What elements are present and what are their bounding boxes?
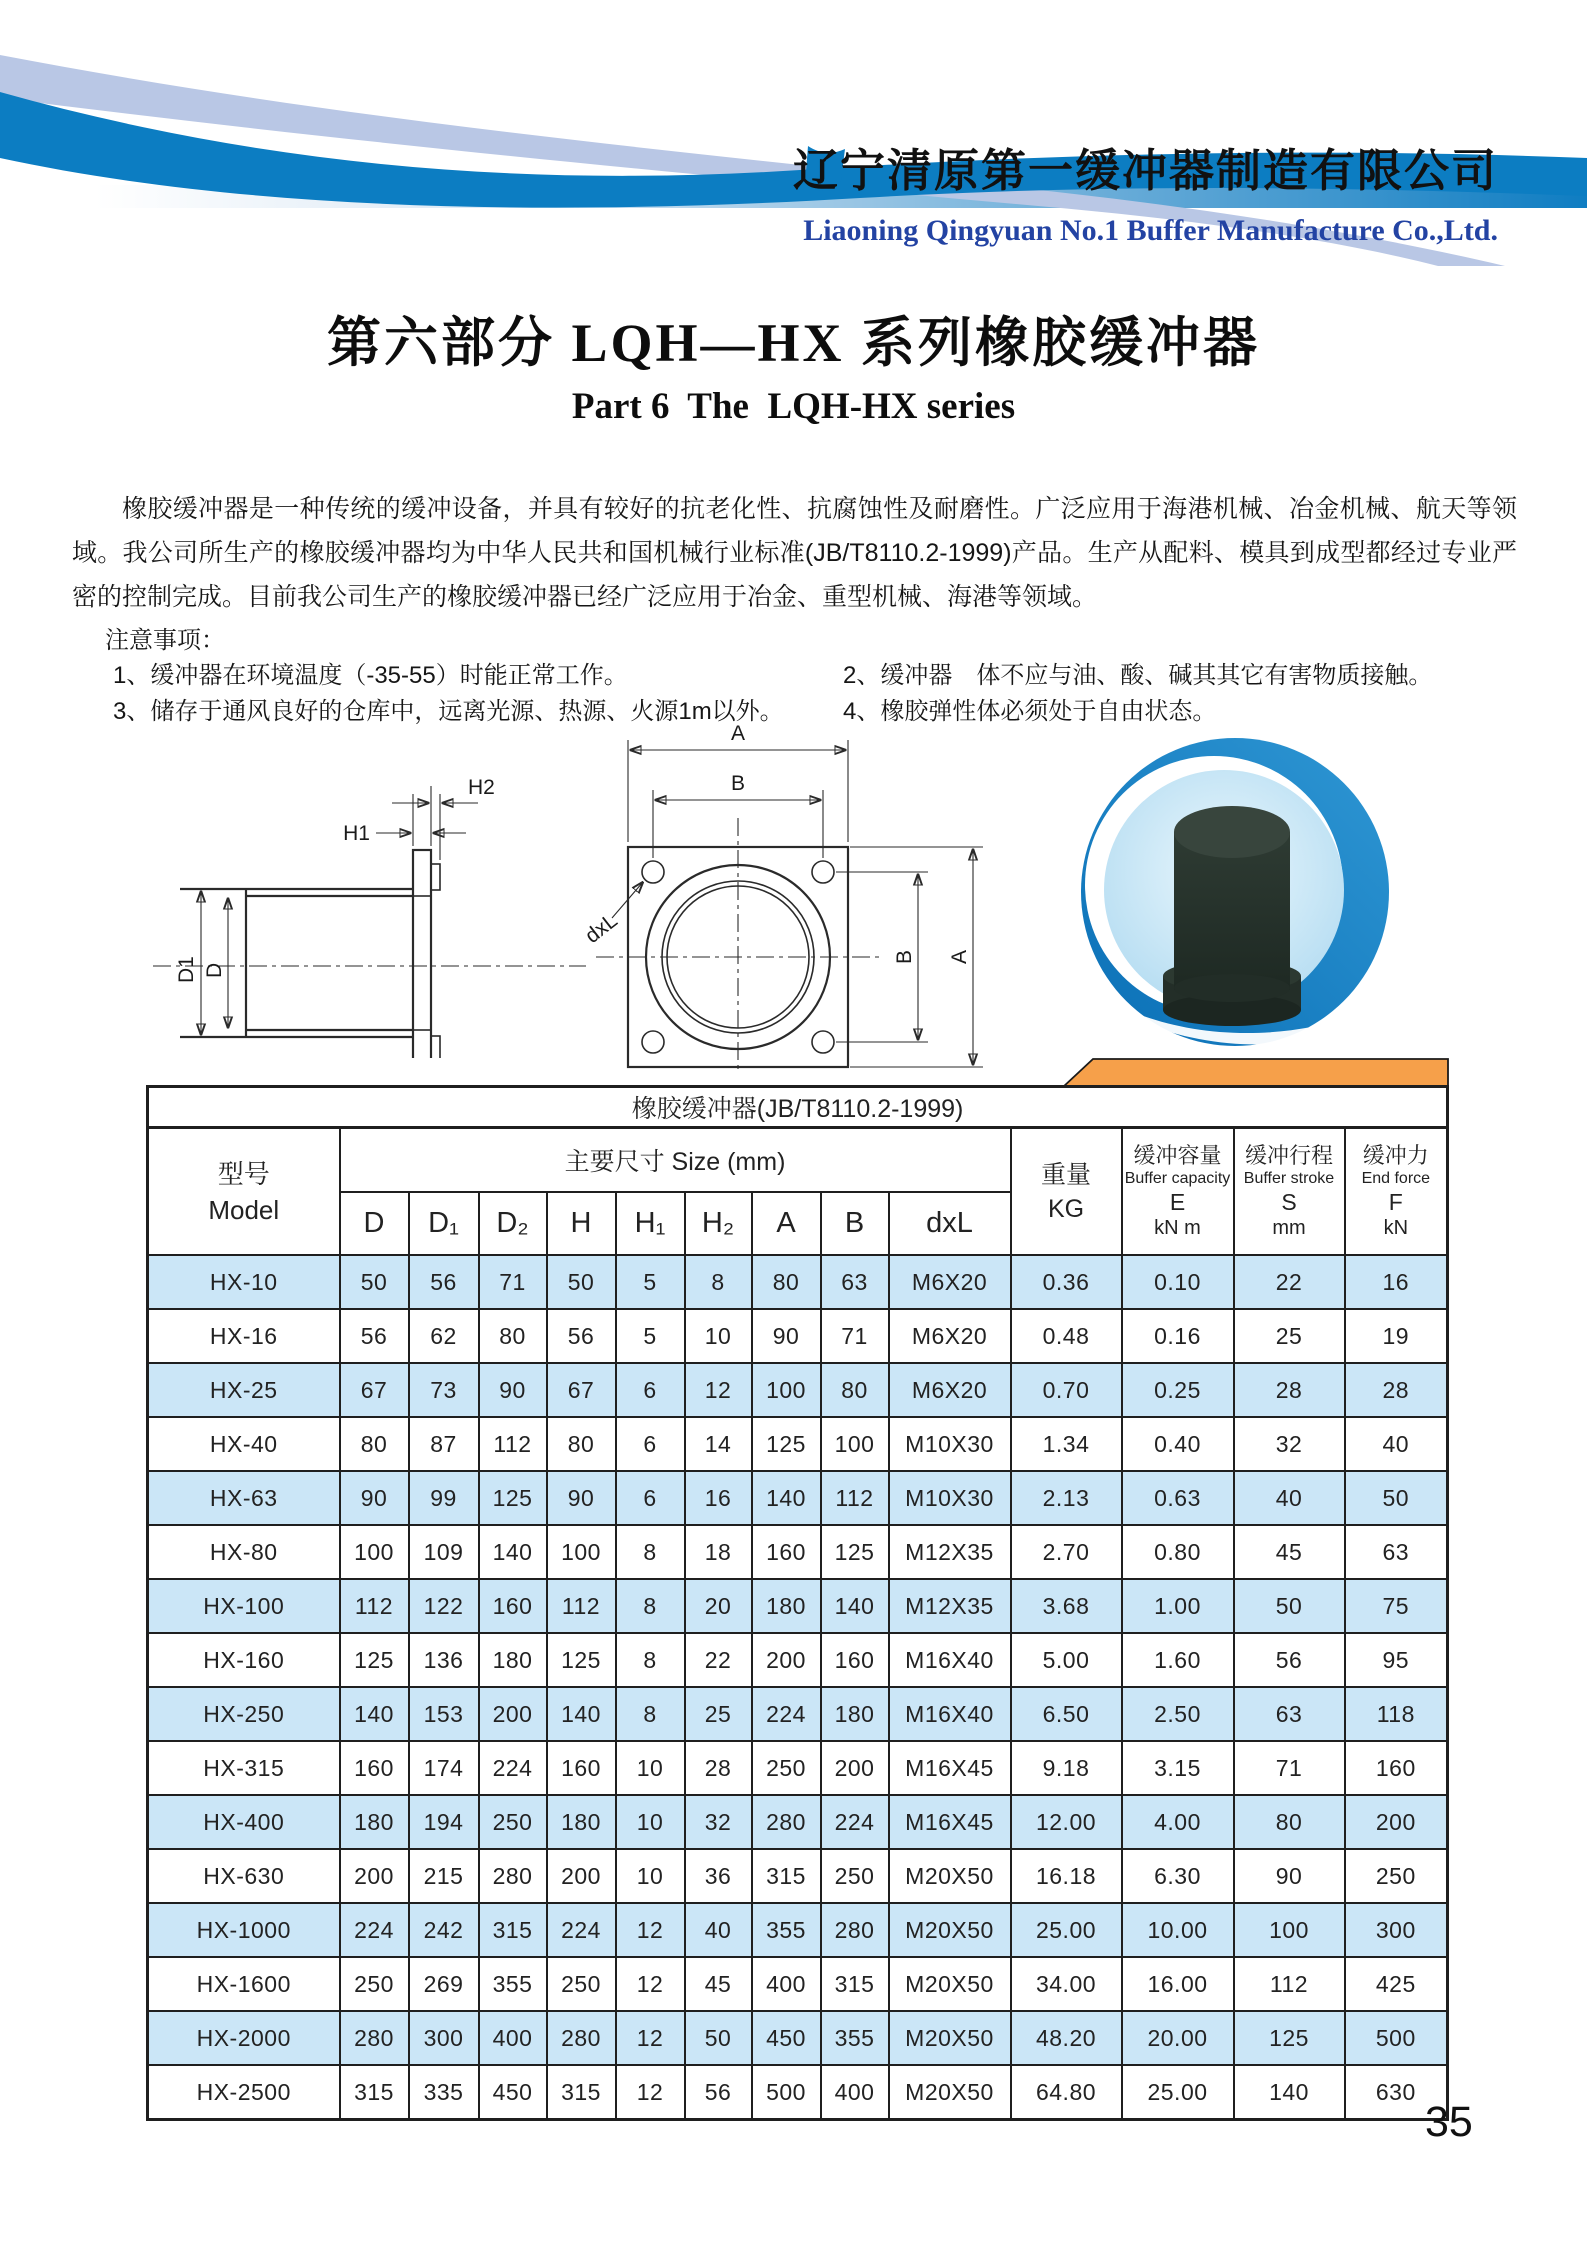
model-cell: HX-80 xyxy=(148,1525,340,1579)
value-cell: 200 xyxy=(1345,1795,1448,1849)
value-cell: 280 xyxy=(547,2011,616,2065)
value-cell: 20.00 xyxy=(1122,2011,1234,2065)
dim-label-b-top: B xyxy=(730,772,746,795)
value-cell: 280 xyxy=(752,1795,821,1849)
value-cell: 25 xyxy=(1234,1309,1345,1363)
dim-label-h1: H1 xyxy=(343,822,370,845)
value-cell: 10 xyxy=(685,1309,752,1363)
value-cell: 335 xyxy=(409,2065,479,2120)
company-name-cn: 辽宁清原第一缓冲器制造有限公司 xyxy=(792,146,1498,196)
value-cell: 16 xyxy=(685,1471,752,1525)
value-cell: M20X50 xyxy=(889,2065,1011,2120)
value-cell: 16 xyxy=(1345,1255,1448,1309)
col-header-model-cn: 型号 xyxy=(217,1158,270,1189)
value-cell: 140 xyxy=(1234,2065,1345,2120)
value-cell: 67 xyxy=(547,1363,616,1417)
model-cell: HX-1000 xyxy=(148,1903,340,1957)
value-cell: 50 xyxy=(1234,1579,1345,1633)
value-cell: 100 xyxy=(340,1525,409,1579)
value-cell: 3.15 xyxy=(1122,1741,1234,1795)
model-cell: HX-2500 xyxy=(148,2065,340,2120)
value-cell: 112 xyxy=(479,1417,547,1471)
table-row xyxy=(148,2011,1448,2065)
figure-side-section-view xyxy=(118,738,598,1058)
value-cell: 71 xyxy=(1234,1741,1345,1795)
value-cell: 194 xyxy=(409,1795,479,1849)
value-cell: 100 xyxy=(547,1525,616,1579)
value-cell: 50 xyxy=(340,1255,409,1309)
value-cell: 0.40 xyxy=(1122,1417,1234,1471)
value-cell: 224 xyxy=(752,1687,821,1741)
value-cell: 315 xyxy=(340,2065,409,2120)
value-cell: 140 xyxy=(821,1579,889,1633)
value-cell: 125 xyxy=(547,1633,616,1687)
value-cell: 71 xyxy=(821,1309,889,1363)
value-cell: 4.00 xyxy=(1122,1795,1234,1849)
value-cell: 12.00 xyxy=(1011,1795,1122,1849)
model-cell: HX-630 xyxy=(148,1849,340,1903)
col-header-B: B xyxy=(821,1192,889,1255)
value-cell: 6.30 xyxy=(1122,1849,1234,1903)
table-row xyxy=(148,1903,1448,1957)
value-cell: 125 xyxy=(752,1417,821,1471)
value-cell: 9.18 xyxy=(1011,1741,1122,1795)
note-item-2: 2、缓冲器 体不应与油、酸、碱其其它有害物质接触。 xyxy=(843,662,1433,689)
value-cell: 224 xyxy=(547,1903,616,1957)
table-row xyxy=(148,1255,1448,1309)
value-cell: 8 xyxy=(616,1687,685,1741)
value-cell: 160 xyxy=(1345,1741,1448,1795)
col-header-A: A xyxy=(752,1192,821,1255)
table-row xyxy=(148,1957,1448,2011)
value-cell: 174 xyxy=(409,1741,479,1795)
value-cell: 80 xyxy=(752,1255,821,1309)
value-cell: 112 xyxy=(547,1579,616,1633)
model-cell: HX-100 xyxy=(148,1579,340,1633)
value-cell: 73 xyxy=(409,1363,479,1417)
value-cell: 224 xyxy=(479,1741,547,1795)
value-cell: M16X40 xyxy=(889,1687,1011,1741)
value-cell: 6 xyxy=(616,1363,685,1417)
value-cell: 250 xyxy=(479,1795,547,1849)
value-cell: 250 xyxy=(1345,1849,1448,1903)
value-cell: 40 xyxy=(1234,1471,1345,1525)
value-cell: 315 xyxy=(547,2065,616,2120)
value-cell: 8 xyxy=(616,1579,685,1633)
value-cell: 224 xyxy=(340,1903,409,1957)
dim-label-a-right: A xyxy=(948,949,971,964)
value-cell: 630 xyxy=(1345,2065,1448,2120)
value-cell: 315 xyxy=(479,1903,547,1957)
value-cell: 56 xyxy=(409,1255,479,1309)
value-cell: 28 xyxy=(1345,1363,1448,1417)
value-cell: 28 xyxy=(1234,1363,1345,1417)
value-cell: 160 xyxy=(340,1741,409,1795)
value-cell: 22 xyxy=(1234,1255,1345,1309)
value-cell: M16X45 xyxy=(889,1795,1011,1849)
value-cell: 153 xyxy=(409,1687,479,1741)
dim-label-d: D xyxy=(203,962,226,978)
value-cell: 6 xyxy=(616,1417,685,1471)
value-cell: 48.20 xyxy=(1011,2011,1122,2065)
value-cell: 90 xyxy=(547,1471,616,1525)
value-cell: 200 xyxy=(547,1849,616,1903)
value-cell: 450 xyxy=(479,2065,547,2120)
value-cell: 63 xyxy=(1345,1525,1448,1579)
model-cell: HX-40 xyxy=(148,1417,340,1471)
table-row xyxy=(148,1741,1448,1795)
model-cell: HX-10 xyxy=(148,1255,340,1309)
table-row xyxy=(148,1633,1448,1687)
value-cell: 12 xyxy=(616,1957,685,2011)
figures-row xyxy=(0,710,1587,1075)
value-cell: 80 xyxy=(547,1417,616,1471)
value-cell: 180 xyxy=(479,1633,547,1687)
col-header-dxL: dxL xyxy=(889,1192,1011,1255)
col-header-H1: H₁ xyxy=(616,1192,685,1255)
dim-label-h2: H2 xyxy=(468,776,495,799)
value-cell: 50 xyxy=(547,1255,616,1309)
value-cell: 45 xyxy=(685,1957,752,2011)
value-cell: M16X40 xyxy=(889,1633,1011,1687)
value-cell: 100 xyxy=(1234,1903,1345,1957)
value-cell: M20X50 xyxy=(889,1849,1011,1903)
value-cell: 1.60 xyxy=(1122,1633,1234,1687)
note-item-4: 4、橡胶弹性体必须处于自由状态。 xyxy=(843,698,1217,725)
value-cell: M20X50 xyxy=(889,1957,1011,2011)
value-cell: 125 xyxy=(1234,2011,1345,2065)
value-cell: 40 xyxy=(685,1903,752,1957)
col-header-weight xyxy=(1011,1128,1122,1256)
col-header-weight-cn: 重量 xyxy=(1040,1160,1091,1189)
table-row xyxy=(148,1525,1448,1579)
value-cell: 160 xyxy=(752,1525,821,1579)
value-cell: 355 xyxy=(752,1903,821,1957)
value-cell: 10.00 xyxy=(1122,1903,1234,1957)
value-cell: 36 xyxy=(685,1849,752,1903)
spec-table xyxy=(146,1085,1449,2121)
model-cell: HX-160 xyxy=(148,1633,340,1687)
model-cell: HX-400 xyxy=(148,1795,340,1849)
col-header-model xyxy=(148,1128,340,1256)
value-cell: 80 xyxy=(1234,1795,1345,1849)
value-cell: 28 xyxy=(685,1741,752,1795)
value-cell: 0.63 xyxy=(1122,1471,1234,1525)
value-cell: 56 xyxy=(340,1309,409,1363)
table-row xyxy=(148,1687,1448,1741)
col-header-weight-unit: KG xyxy=(1047,1194,1085,1223)
value-cell: 10 xyxy=(616,1741,685,1795)
figure-top-view xyxy=(578,712,1048,1072)
value-cell: 25 xyxy=(685,1687,752,1741)
table-corner-ribbon xyxy=(1062,1058,1450,1088)
value-cell: 355 xyxy=(821,2011,889,2065)
dim-label-d1: D1 xyxy=(175,956,198,983)
col-header-D2: D₂ xyxy=(479,1192,547,1255)
value-cell: 112 xyxy=(340,1579,409,1633)
note-item-1: 1、缓冲器在环境温度（-35-55）时能正常工作。 xyxy=(113,662,628,689)
table-row xyxy=(148,1417,1448,1471)
value-cell: 355 xyxy=(479,1957,547,2011)
value-cell: 200 xyxy=(340,1849,409,1903)
value-cell: 250 xyxy=(340,1957,409,2011)
value-cell: 6.50 xyxy=(1011,1687,1122,1741)
value-cell: 100 xyxy=(752,1363,821,1417)
value-cell: 280 xyxy=(340,2011,409,2065)
col-header-capacity: 缓冲容量 Buffer capacity E kN m xyxy=(1122,1128,1234,1256)
value-cell: 1.34 xyxy=(1011,1417,1122,1471)
value-cell: 500 xyxy=(1345,2011,1448,2065)
col-header-size-group: 主要尺寸 Size (mm) xyxy=(340,1128,1011,1193)
value-cell: M10X30 xyxy=(889,1471,1011,1525)
value-cell: 200 xyxy=(752,1633,821,1687)
value-cell: 25.00 xyxy=(1122,2065,1234,2120)
value-cell: 400 xyxy=(479,2011,547,2065)
value-cell: M20X50 xyxy=(889,2011,1011,2065)
value-cell: 34.00 xyxy=(1011,1957,1122,2011)
value-cell: 95 xyxy=(1345,1633,1448,1687)
model-cell: HX-315 xyxy=(148,1741,340,1795)
bolt-hole xyxy=(642,1031,664,1053)
table-caption: 橡胶缓冲器(JB/T8110.2-1999) xyxy=(148,1087,1448,1128)
col-header-model-en: Model xyxy=(208,1194,280,1225)
value-cell: 90 xyxy=(479,1363,547,1417)
value-cell: 0.10 xyxy=(1122,1255,1234,1309)
value-cell: 118 xyxy=(1345,1687,1448,1741)
table-row xyxy=(148,2065,1448,2120)
value-cell: 140 xyxy=(547,1687,616,1741)
value-cell: 16.00 xyxy=(1122,1957,1234,2011)
intro-paragraph: 橡胶缓冲器是一种传统的缓冲设备，并具有较好的抗老化性、抗腐蚀性及耐磨性。广泛应用于海港机械、冶金机械、航天等领域。我公司所生产的橡胶缓冲器均为中华人民共和国机械行业标准(JB/T8110.2-1999)产品。生产从配料、模具到成型都经过专业严密的控制完成。目前我公司生产的橡胶缓冲器已经广泛应用于冶金、重型机械、海港等领域。 xyxy=(72,495,1517,611)
value-cell: 25.00 xyxy=(1011,1903,1122,1957)
value-cell: 125 xyxy=(821,1525,889,1579)
note-item-3: 3、储存于通风良好的仓库中，远离光源、热源、火源1m以外。 xyxy=(113,698,784,725)
model-cell: HX-250 xyxy=(148,1687,340,1741)
product-photo xyxy=(1022,726,1457,1066)
value-cell: 0.48 xyxy=(1011,1309,1122,1363)
value-cell: M6X20 xyxy=(889,1255,1011,1309)
model-cell: HX-1600 xyxy=(148,1957,340,2011)
model-cell: HX-63 xyxy=(148,1471,340,1525)
value-cell: M12X35 xyxy=(889,1579,1011,1633)
value-cell: M10X30 xyxy=(889,1417,1011,1471)
value-cell: 62 xyxy=(409,1309,479,1363)
value-cell: 56 xyxy=(685,2065,752,2120)
value-cell: 140 xyxy=(752,1471,821,1525)
col-header-D: D xyxy=(340,1192,409,1255)
value-cell: 1.00 xyxy=(1122,1579,1234,1633)
table-row xyxy=(148,1471,1448,1525)
value-cell: 12 xyxy=(685,1363,752,1417)
value-cell: 32 xyxy=(1234,1417,1345,1471)
bolt-hole xyxy=(812,1031,834,1053)
value-cell: 71 xyxy=(479,1255,547,1309)
value-cell: 160 xyxy=(547,1741,616,1795)
value-cell: 140 xyxy=(340,1687,409,1741)
value-cell: 90 xyxy=(340,1471,409,1525)
value-cell: 50 xyxy=(685,2011,752,2065)
value-cell: 300 xyxy=(1345,1903,1448,1957)
value-cell: 250 xyxy=(547,1957,616,2011)
value-cell: 75 xyxy=(1345,1579,1448,1633)
value-cell: M6X20 xyxy=(889,1309,1011,1363)
dim-label-dxl: dxL xyxy=(580,908,622,948)
bolt-hole xyxy=(812,861,834,883)
value-cell: 0.36 xyxy=(1011,1255,1122,1309)
value-cell: 63 xyxy=(821,1255,889,1309)
value-cell: 56 xyxy=(1234,1633,1345,1687)
value-cell: 0.70 xyxy=(1011,1363,1122,1417)
value-cell: 269 xyxy=(409,1957,479,2011)
value-cell: 160 xyxy=(479,1579,547,1633)
value-cell: 280 xyxy=(821,1903,889,1957)
col-header-H: H xyxy=(547,1192,616,1255)
value-cell: 112 xyxy=(821,1471,889,1525)
value-cell: 2.13 xyxy=(1011,1471,1122,1525)
page-number: 35 xyxy=(1425,2098,1473,2146)
value-cell: 180 xyxy=(821,1687,889,1741)
dim-label-b-right: B xyxy=(893,949,916,964)
value-cell: 0.80 xyxy=(1122,1525,1234,1579)
value-cell: 400 xyxy=(821,2065,889,2120)
value-cell: 100 xyxy=(821,1417,889,1471)
model-cell: HX-2000 xyxy=(148,2011,340,2065)
value-cell: 215 xyxy=(409,1849,479,1903)
value-cell: M6X20 xyxy=(889,1363,1011,1417)
table-header-group-row xyxy=(148,1128,1448,1193)
value-cell: 200 xyxy=(821,1741,889,1795)
value-cell: 0.25 xyxy=(1122,1363,1234,1417)
value-cell: 40 xyxy=(1345,1417,1448,1471)
value-cell: M16X45 xyxy=(889,1741,1011,1795)
value-cell: 425 xyxy=(1345,1957,1448,2011)
value-cell: M12X35 xyxy=(889,1525,1011,1579)
table-row xyxy=(148,1309,1448,1363)
value-cell: 0.16 xyxy=(1122,1309,1234,1363)
value-cell: 400 xyxy=(752,1957,821,2011)
value-cell: 19 xyxy=(1345,1309,1448,1363)
value-cell: 10 xyxy=(616,1795,685,1849)
value-cell: 80 xyxy=(479,1309,547,1363)
value-cell: M20X50 xyxy=(889,1903,1011,1957)
value-cell: 224 xyxy=(821,1795,889,1849)
value-cell: 99 xyxy=(409,1471,479,1525)
value-cell: 32 xyxy=(685,1795,752,1849)
table-caption-row xyxy=(148,1087,1448,1128)
value-cell: 90 xyxy=(1234,1849,1345,1903)
company-name-en: Liaoning Qingyuan No.1 Buffer Manufacture Co.,Ltd. xyxy=(803,214,1498,247)
value-cell: 8 xyxy=(616,1525,685,1579)
value-cell: 280 xyxy=(479,1849,547,1903)
value-cell: 250 xyxy=(821,1849,889,1903)
table-body xyxy=(148,1255,1448,2120)
value-cell: 180 xyxy=(547,1795,616,1849)
dim-label-a-top: A xyxy=(730,722,746,745)
value-cell: 125 xyxy=(479,1471,547,1525)
table-row xyxy=(148,1363,1448,1417)
value-cell: 64.80 xyxy=(1011,2065,1122,2120)
value-cell: 12 xyxy=(616,2011,685,2065)
value-cell: 125 xyxy=(340,1633,409,1687)
value-cell: 315 xyxy=(752,1849,821,1903)
value-cell: 315 xyxy=(821,1957,889,2011)
value-cell: 136 xyxy=(409,1633,479,1687)
rubber-buffer xyxy=(1163,806,1301,1026)
value-cell: 6 xyxy=(616,1471,685,1525)
table-row xyxy=(148,1579,1448,1633)
value-cell: 20 xyxy=(685,1579,752,1633)
notes-heading: 注意事项： xyxy=(105,627,225,654)
section-title-cn: 第六部分 LQH—HX 系列橡胶缓冲器 xyxy=(326,313,1261,373)
value-cell: 2.50 xyxy=(1122,1687,1234,1741)
value-cell: 140 xyxy=(479,1525,547,1579)
value-cell: 80 xyxy=(821,1363,889,1417)
value-cell: 14 xyxy=(685,1417,752,1471)
value-cell: 90 xyxy=(752,1309,821,1363)
value-cell: 22 xyxy=(685,1633,752,1687)
value-cell: 45 xyxy=(1234,1525,1345,1579)
table-row xyxy=(148,1795,1448,1849)
value-cell: 80 xyxy=(340,1417,409,1471)
col-header-D1: D₁ xyxy=(409,1192,479,1255)
value-cell: 10 xyxy=(616,1849,685,1903)
value-cell: 242 xyxy=(409,1903,479,1957)
value-cell: 67 xyxy=(340,1363,409,1417)
value-cell: 8 xyxy=(685,1255,752,1309)
value-cell: 200 xyxy=(479,1687,547,1741)
value-cell: 180 xyxy=(340,1795,409,1849)
value-cell: 5 xyxy=(616,1309,685,1363)
value-cell: 2.70 xyxy=(1011,1525,1122,1579)
value-cell: 56 xyxy=(547,1309,616,1363)
value-cell: 450 xyxy=(752,2011,821,2065)
value-cell: 180 xyxy=(752,1579,821,1633)
value-cell: 16.18 xyxy=(1011,1849,1122,1903)
model-cell: HX-16 xyxy=(148,1309,340,1363)
model-cell: HX-25 xyxy=(148,1363,340,1417)
col-header-stroke: 缓冲行程 Buffer stroke S mm xyxy=(1234,1128,1345,1256)
value-cell: 18 xyxy=(685,1525,752,1579)
value-cell: 160 xyxy=(821,1633,889,1687)
value-cell: 5.00 xyxy=(1011,1633,1122,1687)
value-cell: 109 xyxy=(409,1525,479,1579)
value-cell: 300 xyxy=(409,2011,479,2065)
value-cell: 87 xyxy=(409,1417,479,1471)
value-cell: 3.68 xyxy=(1011,1579,1122,1633)
col-header-force: 缓冲力 End force F kN xyxy=(1345,1128,1448,1256)
value-cell: 12 xyxy=(616,1903,685,1957)
value-cell: 50 xyxy=(1345,1471,1448,1525)
section-title-en: Part 6 The LQH-HX series xyxy=(571,386,1016,427)
value-cell: 8 xyxy=(616,1633,685,1687)
value-cell: 112 xyxy=(1234,1957,1345,2011)
value-cell: 500 xyxy=(752,2065,821,2120)
value-cell: 12 xyxy=(616,2065,685,2120)
table-row xyxy=(148,1849,1448,1903)
value-cell: 122 xyxy=(409,1579,479,1633)
value-cell: 250 xyxy=(752,1741,821,1795)
value-cell: 5 xyxy=(616,1255,685,1309)
col-header-H2: H₂ xyxy=(685,1192,752,1255)
value-cell: 63 xyxy=(1234,1687,1345,1741)
bolt-hole xyxy=(642,861,664,883)
